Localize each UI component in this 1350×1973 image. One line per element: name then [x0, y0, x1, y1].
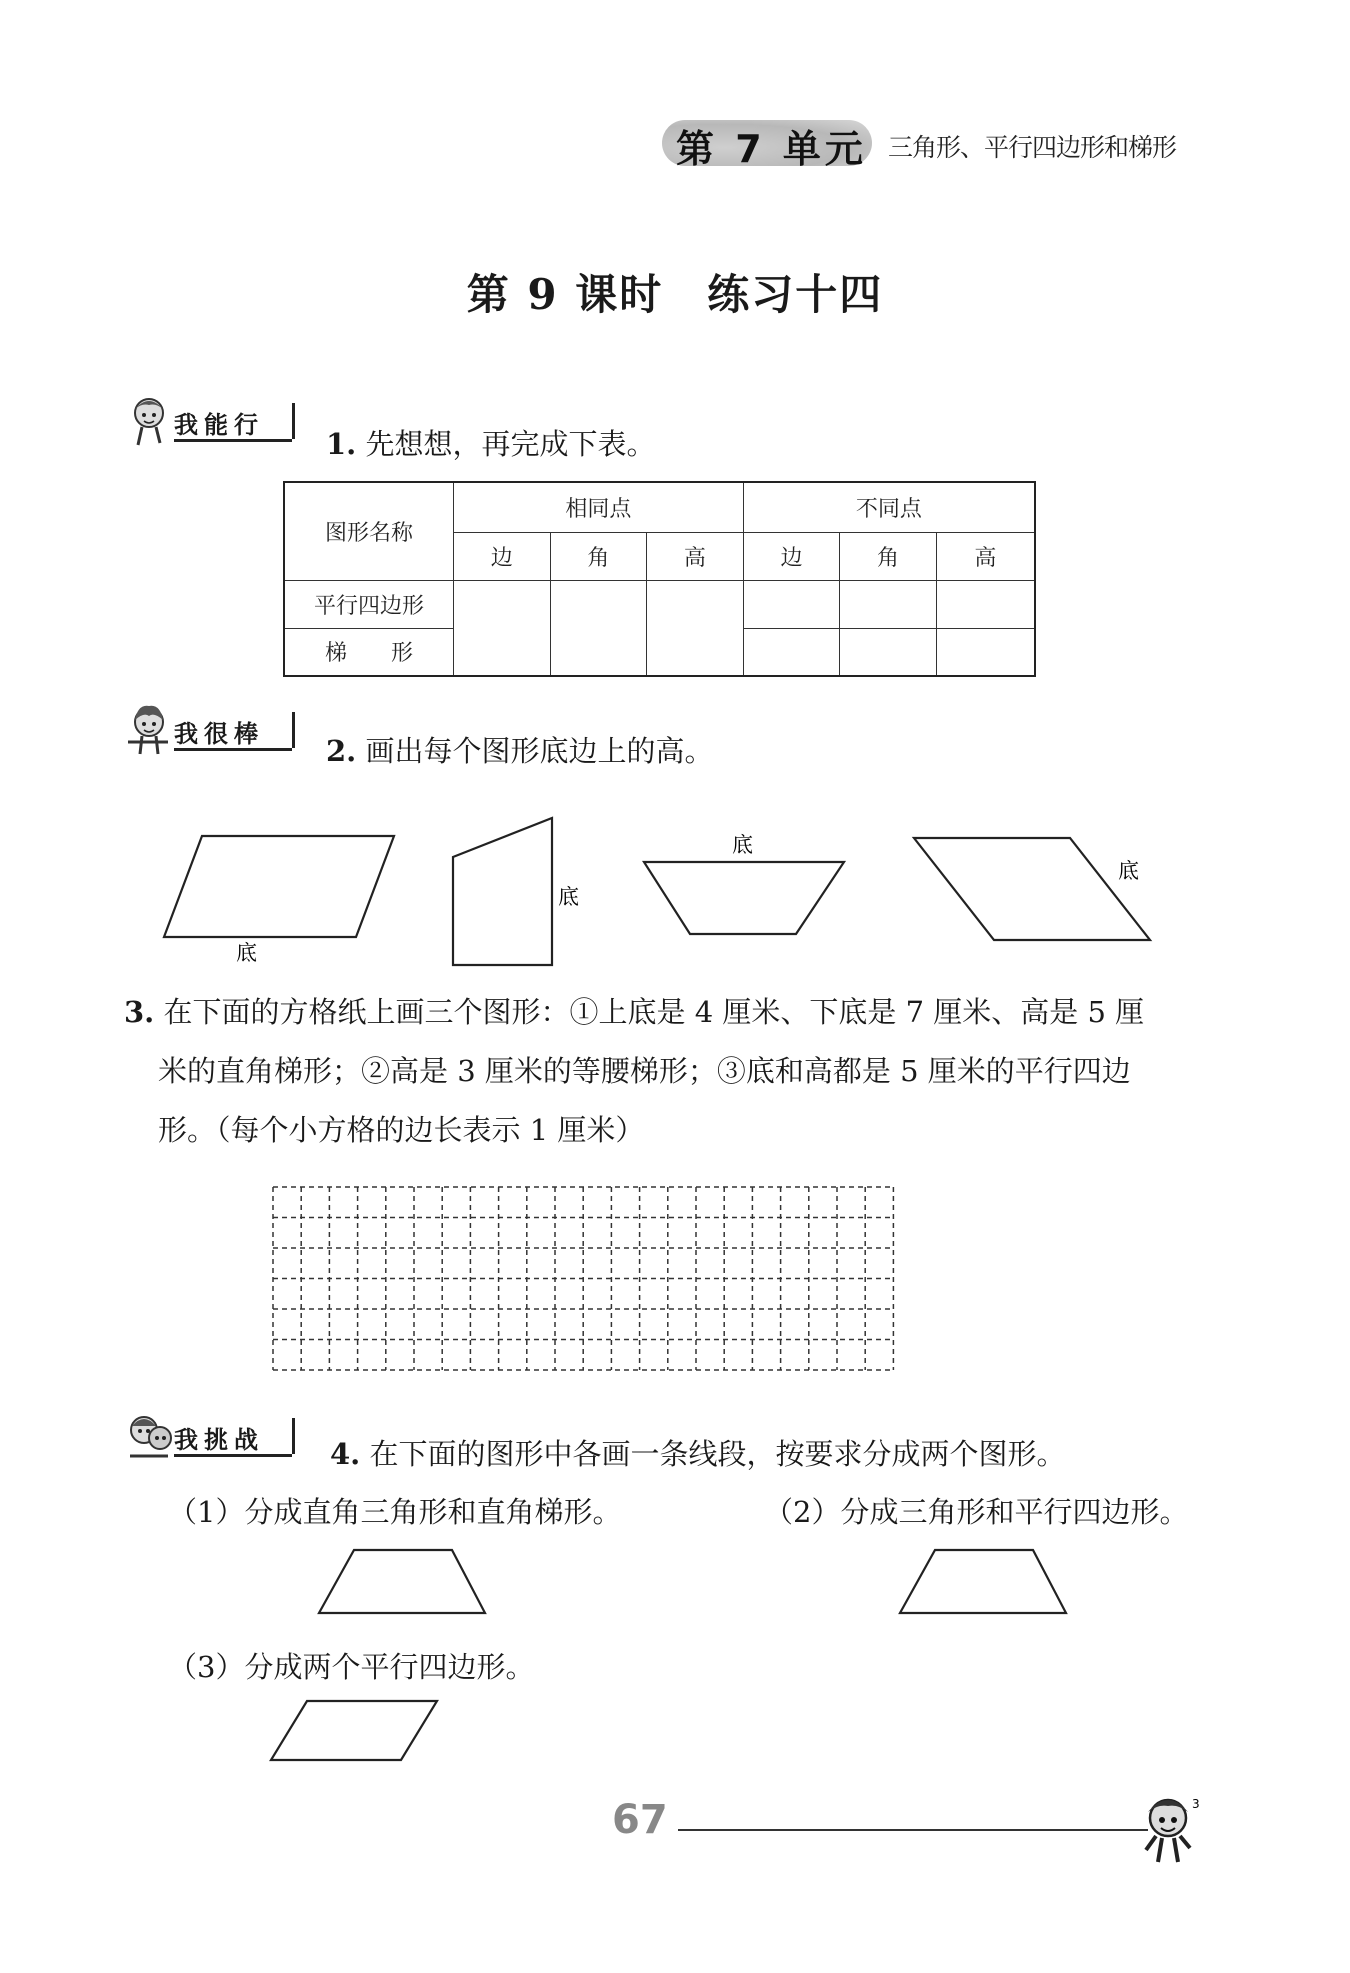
comparison-table: [283, 481, 1036, 677]
answer-cell[interactable]: [840, 580, 937, 628]
table-header-same: 相同点: [454, 482, 744, 532]
q3-text-2: 米的直角梯形；②高是 3 厘米的等腰梯形；③底和高都是 5 厘米的平行四边: [158, 1054, 1131, 1088]
table-header-diff: 不同点: [743, 482, 1035, 532]
grid-paper[interactable]: [272, 1186, 1054, 1376]
table-row-label: 平行四边形: [284, 580, 454, 628]
q4-part-2: （2）分成三角形和平行四边形。: [764, 1495, 1189, 1529]
answer-cell[interactable]: [550, 580, 647, 676]
q3-number: 3.: [124, 995, 155, 1029]
badge-level1: [124, 393, 304, 453]
footer-mascot-icon: [1132, 1788, 1204, 1870]
mascot-icon: [124, 1408, 174, 1464]
badge-level2: [124, 702, 304, 762]
q2-slanted-parallelogram[interactable]: [914, 838, 1150, 940]
table-subheader: 边: [454, 532, 551, 580]
base-label: 底: [558, 885, 579, 909]
mascot-icon: [124, 393, 174, 449]
q2-right-trapezoid[interactable]: [453, 818, 552, 965]
answer-cell[interactable]: [840, 628, 937, 676]
answer-cell[interactable]: [743, 628, 840, 676]
badge-level1-label: 我能行: [174, 411, 264, 439]
q3-line-1: [124, 990, 1144, 1031]
q3-text-1: 在下面的方格纸上画三个图形：①上底是 4 厘米、下底是 7 厘米、高是 5 厘: [163, 995, 1145, 1029]
answer-cell[interactable]: [454, 580, 551, 676]
q2-inverted-trapezoid[interactable]: [644, 862, 844, 934]
q2-text-row: [326, 729, 714, 770]
q1-text: 先想想，再完成下表。: [365, 427, 656, 461]
q4-number: 4.: [330, 1437, 361, 1471]
unit-label: 第 7 单元: [676, 127, 867, 171]
q1-text-row: [326, 422, 656, 463]
answer-cell[interactable]: [936, 628, 1035, 676]
lesson-title: 第 9 课时 练习十四: [466, 270, 884, 319]
q3-text-3: 形。（每个小方格的边长表示 1 厘米）: [158, 1113, 645, 1147]
q2-parallelogram[interactable]: [164, 836, 394, 937]
badge-underline: [174, 439, 292, 442]
table-subheader: 角: [840, 532, 937, 580]
table-subheader: 高: [647, 532, 744, 580]
answer-cell[interactable]: [647, 580, 744, 676]
answer-cell[interactable]: [936, 580, 1035, 628]
table-row-label: 梯 形: [284, 628, 454, 676]
q2-number: 2.: [326, 734, 357, 768]
svg-text:3: 3: [1192, 1797, 1200, 1811]
q4-part-3: （3）分成两个平行四边形。: [168, 1650, 535, 1684]
mascot-icon: [124, 702, 174, 758]
footer-rule: [678, 1829, 1148, 1831]
badge-divider: [292, 1418, 295, 1454]
base-label: 底: [1118, 859, 1139, 883]
table-subheader: 角: [550, 532, 647, 580]
page-number: 67: [612, 1797, 668, 1843]
unit-badge: [662, 112, 872, 170]
q2-text: 画出每个图形底边上的高。: [365, 734, 714, 768]
table-subheader: 边: [743, 532, 840, 580]
base-label: 底: [236, 941, 257, 965]
badge-level3: [124, 1408, 304, 1468]
q4-part-1: （1）分成直角三角形和直角梯形。: [168, 1495, 622, 1529]
badge-level2-label: 我很棒: [174, 720, 264, 748]
badge-divider: [292, 712, 295, 748]
q4-trapezoid-1[interactable]: [319, 1550, 485, 1613]
badge-divider: [292, 403, 295, 439]
q4-shapes: [0, 1540, 1350, 1780]
badge-underline: [174, 1454, 292, 1457]
q1-number: 1.: [326, 427, 357, 461]
q4-trapezoid-2[interactable]: [900, 1550, 1066, 1613]
q4-text-row: [330, 1432, 1066, 1473]
answer-cell[interactable]: [743, 580, 840, 628]
q4-parallelogram[interactable]: [271, 1701, 437, 1760]
badge-level3-label: 我挑战: [174, 1426, 264, 1454]
base-label: 底: [732, 833, 753, 857]
unit-subtitle: 三角形、平行四边形和梯形: [888, 133, 1177, 162]
badge-underline: [174, 748, 292, 751]
table-subheader: 高: [936, 532, 1035, 580]
q2-shapes: [0, 800, 1350, 975]
table-header-name: 图形名称: [284, 482, 454, 580]
q4-text: 在下面的图形中各画一条线段，按要求分成两个图形。: [369, 1437, 1066, 1471]
